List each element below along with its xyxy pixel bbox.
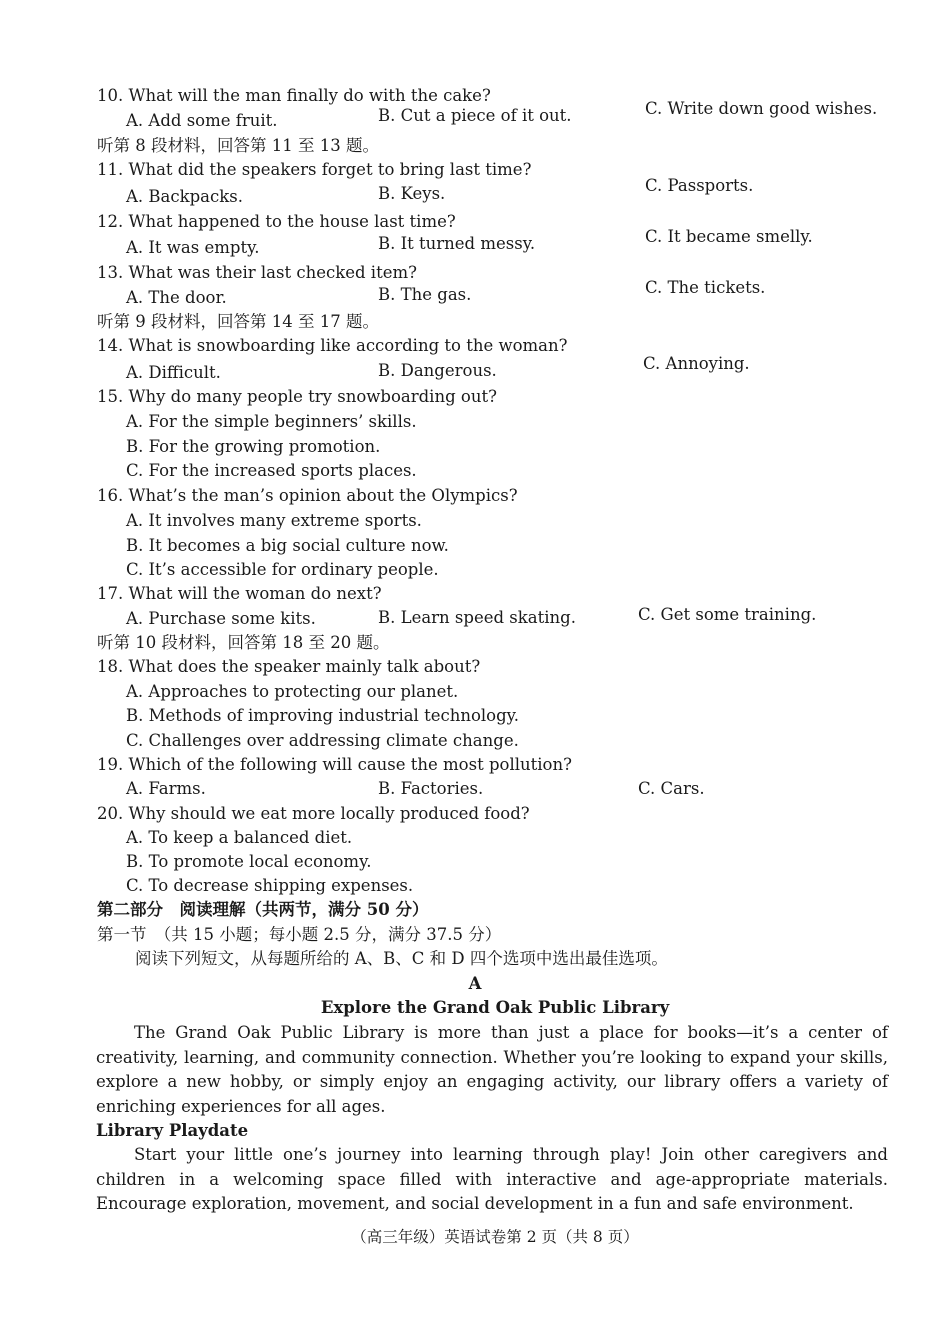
paragraph-intro [96,1021,888,1119]
section1-title: 第一节 （共 15 小题；每小题 2.5 分，满分 37.5 分） [97,925,502,944]
question-19: 19. Which of the following will cause the most pollution? [97,755,572,774]
option-16a: A. It involves many extreme sports. [126,511,422,530]
option-11b: B. Keys. [378,184,446,203]
question-11: 11. What did the speakers forget to bring last time? [97,160,532,179]
option-18b: B. Methods of improving industrial technology. [126,706,520,725]
question-10: 10. What will the man finally do with the cake? [97,86,491,105]
question-20: 20. Why should we eat more locally produced food? [97,804,530,823]
option-11c: C. Passports. [645,176,754,195]
option-18c: C. Challenges over addressing climate change. [126,731,519,750]
option-14c: C. Annoying. [643,354,750,373]
option-13b: B. The gas. [378,285,472,304]
question-18: 18. What does the speaker mainly talk about? [97,657,481,676]
option-19c: C. Cars. [638,779,705,798]
option-14b: B. Dangerous. [378,361,497,380]
option-15c: C. For the increased sports places. [126,461,417,480]
page-footer: （高三年级）英语试卷第 2 页（共 8 页） [351,1228,639,1246]
option-17c: C. Get some training. [638,605,817,624]
listening-header-8: 听第 8 段材料，回答第 11 至 13 题。 [97,136,379,155]
paragraph-playdate [96,1143,888,1217]
question-16: 16. What’s the man’s opinion about the Olympics? [97,486,518,505]
passage-title: Explore the Grand Oak Public Library [320,998,670,1017]
option-17b: B. Learn speed skating. [378,608,576,627]
paragraph-playdate-text: Start your little one’s journey into learning through play! Join other caregivers and children in a welcoming space filled with interactive and age-appropriate materials. Encourage exploration, movement, and social development in a fun and safe environment. [96,1145,888,1213]
option-12b: B. It turned messy. [378,234,536,253]
question-13: 13. What was their last checked item? [97,263,417,282]
question-15: 15. Why do many people try snowboarding out? [97,387,497,406]
option-18a: A. Approaches to protecting our planet. [126,682,459,701]
option-10a: A. Add some fruit. [126,111,278,130]
option-17a: A. Purchase some kits. [126,609,316,628]
option-13a: A. The door. [126,288,227,307]
passage-letter: A [468,974,482,993]
option-13c: C. The tickets. [645,278,766,297]
option-19b: B. Factories. [378,779,484,798]
listening-header-9: 听第 9 段材料，回答第 14 至 17 题。 [97,312,379,331]
reading-instruction: 阅读下列短文，从每题所给的 A、B、C 和 D 四个选项中选出最佳选项。 [135,949,668,968]
part2-title: 第二部分 阅读理解（共两节，满分 50 分） [97,900,429,919]
option-16c: C. It’s accessible for ordinary people. [126,560,439,579]
option-12c: C. It became smelly. [645,227,813,246]
option-19a: A. Farms. [126,779,206,798]
option-12a: A. It was empty. [126,238,260,257]
listening-header-10: 听第 10 段材料，回答第 18 至 20 题。 [97,633,390,652]
option-14a: A. Difficult. [126,363,221,382]
option-15b: B. For the growing promotion. [126,437,381,456]
question-12: 12. What happened to the house last time? [97,212,456,231]
option-20b: B. To promote local economy. [126,852,372,871]
subheading-library-playdate: Library Playdate [96,1121,249,1140]
option-20a: A. To keep a balanced diet. [126,828,353,847]
option-15a: A. For the simple beginners’ skills. [126,412,417,431]
option-10b: B. Cut a piece of it out. [378,106,572,125]
option-10c: C. Write down good wishes. [645,99,878,118]
option-16b: B. It becomes a big social culture now. [126,536,449,555]
option-20c: C. To decrease shipping expenses. [126,876,414,895]
question-17: 17. What will the woman do next? [97,584,382,603]
option-11a: A. Backpacks. [126,187,243,206]
paragraph-intro-text: The Grand Oak Public Library is more than just a place for books—it’s a center of creativity, learning, and community connection. Whether you’re looking to expand your skills, explore a new hobby, or simply enjoy an engaging activity, our library offers a variety of enriching experiences for all ages. [96,1023,888,1116]
question-14: 14. What is snowboarding like according to the woman? [97,336,568,355]
